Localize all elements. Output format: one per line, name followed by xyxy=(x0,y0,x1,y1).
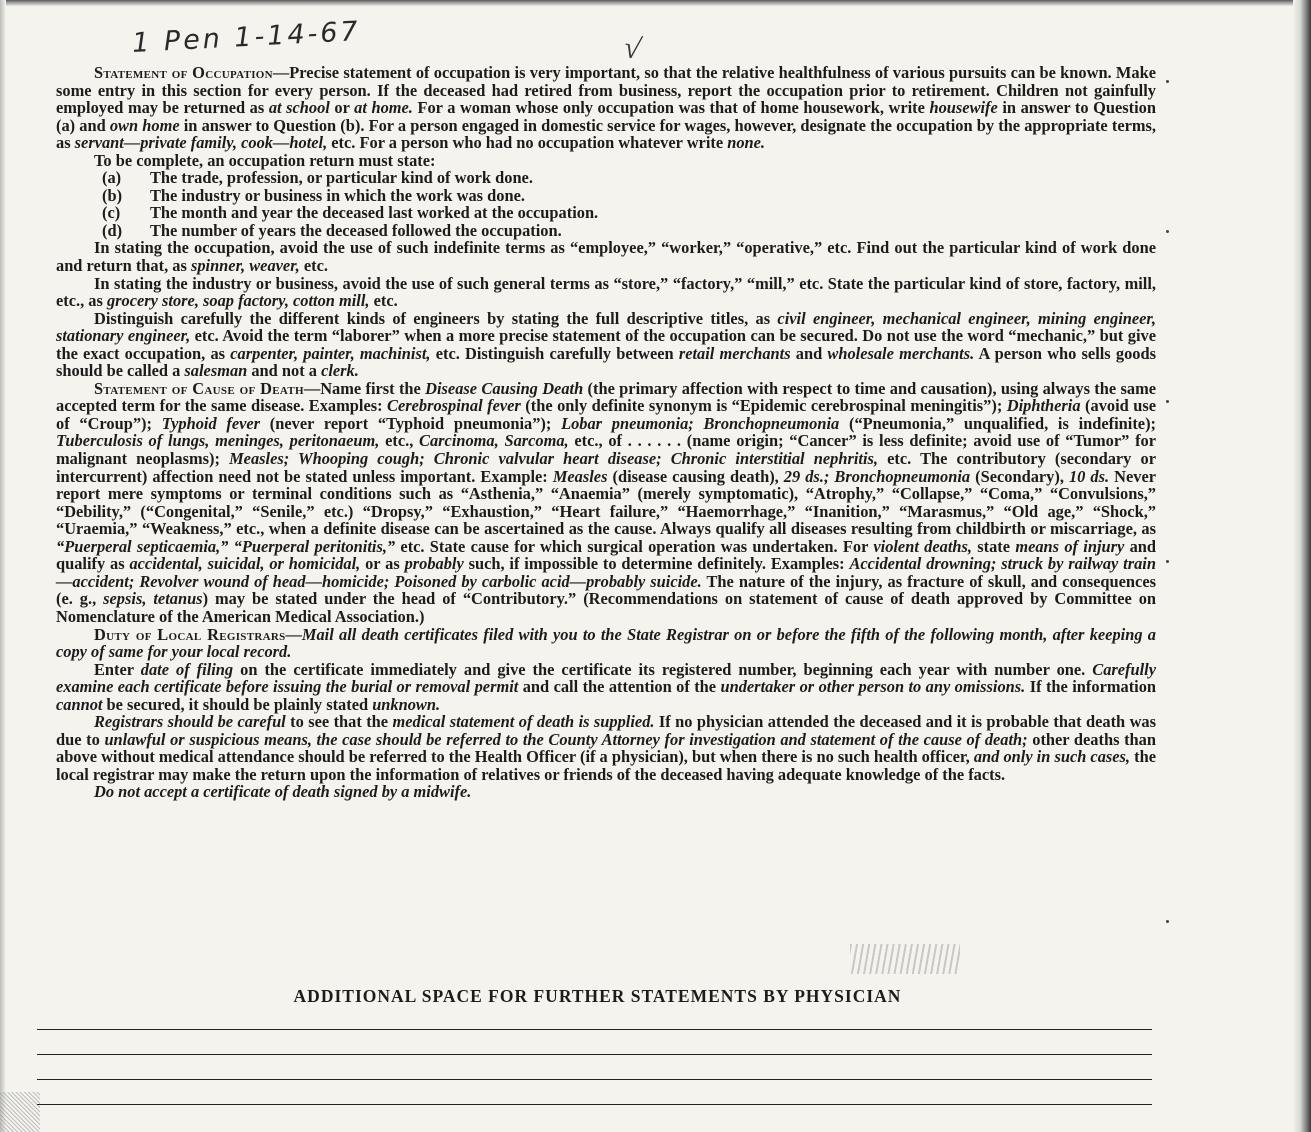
text-run: Distinguish carefully the different kinds of engineers by stating the full descriptive titles, as xyxy=(94,308,778,328)
page-edge-top xyxy=(0,0,1311,6)
occupation-complete-intro: To be complete, an occupation return must state: xyxy=(94,150,436,170)
text-run: such, if impossible to determine definitely. Examples: xyxy=(463,554,850,574)
industry-terms-paragraph xyxy=(56,275,1156,310)
text-run: etc. For a person who had no occupation whatever write xyxy=(327,133,728,153)
text-run: The nature of the injury, as fracture of skull, and consequences (e. g., xyxy=(56,571,1156,609)
text-run: etc., of . . . . . . (name origin; “Cancer” is less definite; avoid use of “Tumor” for malignant neoplasms); xyxy=(56,431,1156,469)
list-item-letter: (c) xyxy=(102,203,121,223)
italic-text: Registrars should be careful xyxy=(94,712,286,732)
midwife-warning xyxy=(56,783,1156,801)
physician-statement-line-1[interactable] xyxy=(37,1029,1152,1030)
list-item-text: The trade, profession, or particular kind of work done. xyxy=(150,168,533,188)
date-of-filing-paragraph xyxy=(56,661,1156,714)
italic-text: sepsis, tetanus xyxy=(103,589,203,609)
text-run: state xyxy=(971,536,1016,556)
text-run: Never report mere symptoms or terminal conditions such as “Asthenia,” “Anaemia” (merely symptomatic), “Atrophy,” “Collapse,” “Coma,” “Convulsions,” “Debility,” (“Congenital,” “Senile,” etc.) “Dropsy,” “Exhaustion,” “Heart failure,” “Haemorrhage,” “Inanition,” “Marasmus,” “Old age,” “Shock,” “Uraemia,” “Weakness,” etc., when a definite disease can be ascertained as the cause. Always qualify all diseases resulting from childbirth or miscarriage, as xyxy=(56,466,1156,539)
engineers-paragraph xyxy=(56,310,1156,380)
local-registrars-duty-paragraph xyxy=(56,626,1156,661)
scan-noise xyxy=(0,1092,40,1132)
italic-text: violent deaths, xyxy=(873,536,972,556)
text-run: and not a xyxy=(247,361,322,381)
list-item xyxy=(56,204,1156,222)
italic-text: servant—private family, cook—hotel, xyxy=(74,133,328,153)
italic-text: civil engineer, mechanical engineer, mining engineer, stationary engineer, xyxy=(56,308,1156,346)
check-mark-icon: √ xyxy=(620,30,644,67)
list-item xyxy=(56,187,1156,205)
italic-text: grocery store, soap factory, cotton mill, xyxy=(106,291,370,311)
text-run: etc. xyxy=(369,291,398,311)
margin-dot xyxy=(1166,80,1169,83)
text-run: (never report “Typhoid pneumonia”); xyxy=(260,413,562,433)
italic-text: undertaker or other person to any omissions. xyxy=(720,677,1026,697)
italic-text: Typhoid fever xyxy=(161,413,261,433)
text-run: (Secondary), xyxy=(970,466,1069,486)
section-heading: Duty of Local Registrars xyxy=(94,624,286,644)
list-item-text: The month and year the deceased last worked at the occupation. xyxy=(150,203,599,223)
list-item-letter: (a) xyxy=(102,168,122,188)
text-run: or as xyxy=(360,554,405,574)
italic-text: Cerebrospinal fever xyxy=(387,396,521,416)
text-run: and call the attention of the xyxy=(518,677,721,697)
text-run: etc. Avoid the term “laborer” when a more precise statement of the occupation can be secured. Do not use the word “mechanic,” but give the exact occupation, as xyxy=(56,326,1156,363)
occupation-terms-paragraph xyxy=(56,239,1156,274)
physician-statement-line-2[interactable] xyxy=(37,1054,1152,1055)
handwritten-date-note: 1 Pen 1-14-67 xyxy=(131,16,362,59)
text-run: (the primary affection with respect to time and causation), using always the same accepted term for the same disease. Examples: xyxy=(56,378,1156,416)
cause-of-death-paragraph xyxy=(56,380,1156,626)
italic-text: Lobar pneumonia; Bronchopneumonia xyxy=(561,413,840,433)
italic-text: Tuberculosis of lungs, meninges, peritonaeum, xyxy=(56,431,380,451)
text-run: be secured, it should be plainly stated xyxy=(102,694,373,714)
text-run: to see that the xyxy=(285,712,393,732)
italic-text: Measles; Whooping cough; Chronic valvular heart disease; Chronic interstitial nephritis, xyxy=(229,449,878,469)
italic-text: spinner, weaver, xyxy=(190,256,300,276)
margin-dot xyxy=(1166,400,1169,403)
italic-text: date of filing xyxy=(140,659,234,679)
occupation-statement-paragraph xyxy=(56,64,1156,152)
text-run: etc. State cause for which surgical operation was undertaken. For xyxy=(395,536,874,556)
text-run: and qualify as xyxy=(56,536,1156,574)
text-run: — xyxy=(285,624,302,644)
text-run: other deaths than above without medical attendance should be referred to the Health Officer (if a physician), but when there is no such health officer, xyxy=(56,729,1156,767)
list-item-letter: (b) xyxy=(102,185,123,205)
italic-text: probably xyxy=(404,554,464,574)
italic-text: retail merchants xyxy=(678,343,791,363)
text-run: in answer to Question (b). For a person engaged in domestic service for wages, however, designate the occupation by the appropriate terms, as xyxy=(56,115,1156,153)
italic-text: wholesale merchants. xyxy=(827,343,975,363)
italic-text: means of injury xyxy=(1015,536,1125,556)
margin-dot xyxy=(1166,230,1169,233)
italic-text: at school xyxy=(268,98,330,118)
text-run: For a woman whose only occupation was that of home housework, write xyxy=(412,98,930,118)
italic-text: medical statement of death is supplied. xyxy=(392,712,655,732)
italic-text: Disease Causing Death xyxy=(425,378,584,398)
section-heading: Statement of Cause of Death xyxy=(94,378,304,398)
margin-dot xyxy=(1166,560,1169,563)
text-run: (avoid use of “Croup”); xyxy=(56,396,1157,433)
registrars-careful-paragraph xyxy=(56,713,1156,783)
text-run: (the only definite synonym is “Epidemic cerebrospinal meningitis”); xyxy=(520,396,1007,416)
margin-dot xyxy=(1166,920,1169,923)
text-run: In stating the industry or business, avoid the use of such general terms as “store,” “factory,” “mill,” etc. State the particular kind of store, factory, mill, etc., as xyxy=(56,273,1156,311)
italic-text: and only in such cases, xyxy=(973,747,1131,767)
italic-text: none. xyxy=(727,133,766,153)
italic-text: clerk. xyxy=(321,361,359,381)
text-run: the local registrar may make the return upon the information of relatives or friends of the deceased having adequate knowledge of the facts. xyxy=(56,747,1156,784)
italic-text: accidental, suicidal, or homicidal, xyxy=(129,554,361,574)
faded-stamp xyxy=(850,944,960,974)
italic-text: carpenter, painter, machinist, xyxy=(230,343,431,363)
list-item xyxy=(56,222,1156,240)
text-run: etc., xyxy=(379,431,420,451)
italic-text: Do not accept a certificate of death signed by a midwife. xyxy=(94,782,472,802)
italic-text: Accidental drowning; struck by railway train—accident; Revolver wound of head—homicide; Poisoned by carbolic acid—probably suicide. xyxy=(56,554,1156,591)
section-heading: Statement of Occupation xyxy=(94,63,273,82)
text-run: in answer to Question (a) and xyxy=(56,98,1156,135)
text-run: If no physician attended the deceased and it is probable that death was due to xyxy=(56,712,1156,749)
text-run: A person who sells goods should be called a xyxy=(56,343,1156,381)
italic-text: Measles xyxy=(552,466,608,486)
text-run: on the certificate immediately and give the certificate its registered number, beginning each year with number one. xyxy=(233,659,1093,679)
page-edge-right xyxy=(1293,0,1311,1132)
italic-text: own home xyxy=(109,115,180,135)
italic-text: 29 ds.; Bronchopneumonia xyxy=(783,466,971,486)
physician-statement-line-3[interactable] xyxy=(37,1079,1152,1080)
text-run: etc. Distinguish carefully between xyxy=(430,343,679,363)
text-run: or xyxy=(329,98,355,118)
text-run: In stating the occupation, avoid the use of such indefinite terms as “employee,” “worker,” “operative,” etc. Find out the particular kind of work done and return that, as xyxy=(56,238,1156,276)
page-edge-left xyxy=(0,0,6,1132)
physician-statement-line-4[interactable] xyxy=(37,1104,1152,1105)
list-item xyxy=(56,169,1156,187)
text-run: —Precise statement of occupation is very important, so that the relative healthfulness of various pursuits can be known. Make some entry in this section for every person. If the deceased had retired from business, report the occupation prior to retirement. Children not gainfully employed may be returned as xyxy=(56,63,1156,118)
italic-text: Diphtheria xyxy=(1006,396,1081,416)
italic-text: cannot xyxy=(56,694,103,714)
italic-text: Carefully examine each certificate before issuing the burial or removal permit xyxy=(56,659,1157,697)
text-run: and xyxy=(790,343,828,363)
italic-text: Mail all death certificates filed with you to the State Registrar on or before the fifth of the following month, after keeping a copy of same for your local record. xyxy=(56,624,1156,662)
text-run: Enter xyxy=(94,659,141,679)
text-run: etc. xyxy=(299,256,328,276)
list-item-text: The industry or business in which the work was done. xyxy=(150,185,525,205)
text-run: If the information xyxy=(1025,677,1157,697)
italic-text: at home. xyxy=(354,98,413,118)
text-run: ) may be stated under the head of “Contributory.” (Recommendations on statement of cause of death approved by Committee on Nomenclature of the American Medical Association.) xyxy=(56,589,1157,626)
italic-text: unknown. xyxy=(372,694,441,714)
italic-text: salesman xyxy=(184,361,248,381)
italic-text: Carcinoma, Sarcoma, xyxy=(419,431,569,451)
italic-text: housewife xyxy=(929,98,998,118)
list-item-letter: (d) xyxy=(102,220,123,240)
text-run: (“Pneumonia,” unqualified, is indefinite); xyxy=(839,413,1156,433)
occupation-requirements-list xyxy=(56,169,1156,239)
italic-text: 10 ds. xyxy=(1068,466,1110,486)
text-run: (disease causing death), xyxy=(607,466,784,486)
text-run: —Name first the xyxy=(303,378,426,398)
additional-space-heading: ADDITIONAL SPACE FOR FURTHER STATEMENTS BY PHYSICIAN xyxy=(293,986,902,1006)
list-item-text: The number of years the deceased followed the occupation. xyxy=(150,220,562,240)
text-run: etc. The contributory (secondary or intercurrent) affection need not be stated unless important. Example: xyxy=(56,449,1156,486)
italic-text: “Puerperal septicaemia,” “Puerperal peritonitis,” xyxy=(56,536,396,556)
instructions-text xyxy=(56,64,1156,801)
italic-text: unlawful or suspicious means, the case should be referred to the County Attorney for investigation and statement of the cause of death; xyxy=(104,729,1028,749)
